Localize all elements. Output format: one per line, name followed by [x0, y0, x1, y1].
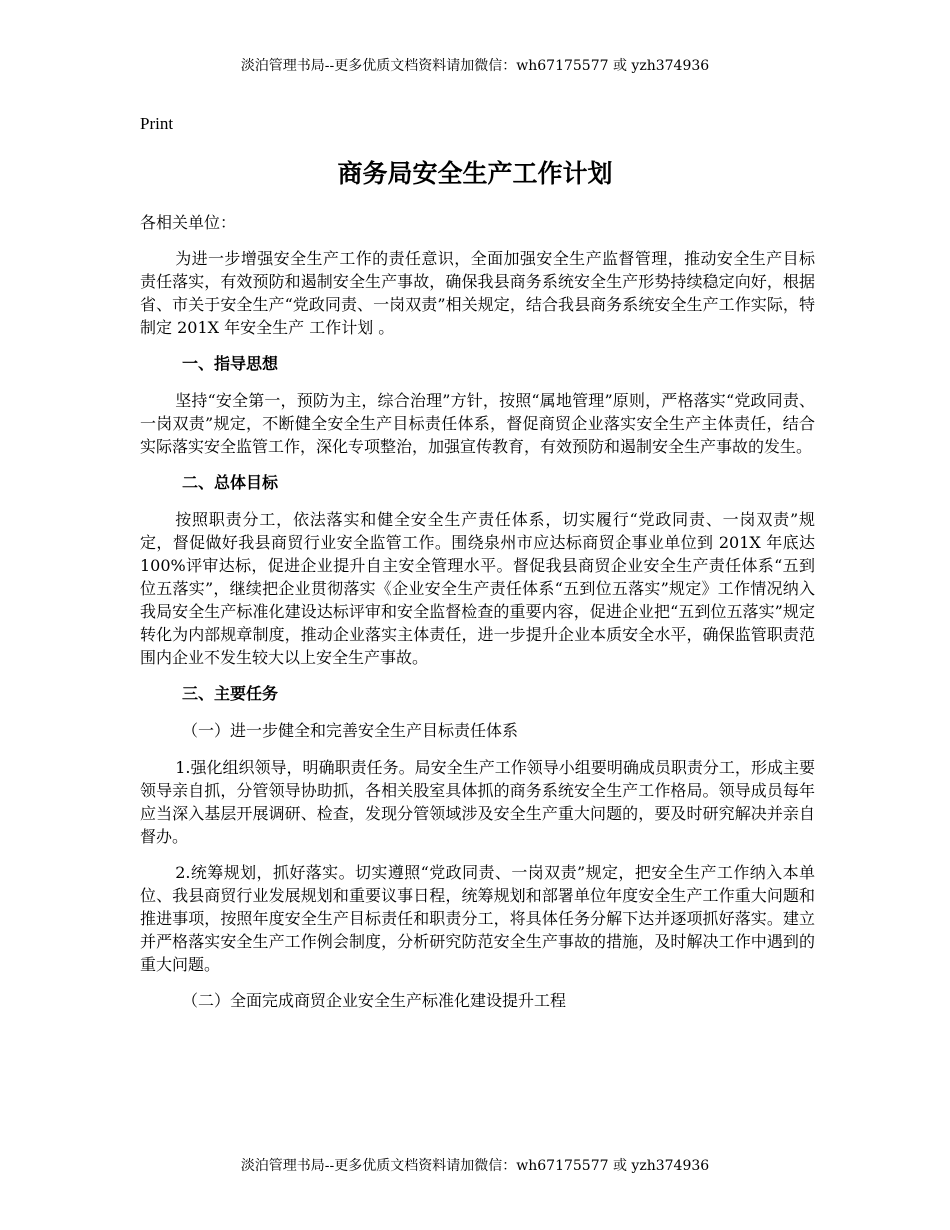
task-item-2: 2.统筹规划，抓好落实。切实遵照“党政同责、一岗双责”规定，把安全生产工作纳入本单位、我县商贸行业发展规划和重要议事日程，统筹规划和部署单位年度安全生产工作重大问题和推进事项，按照年度安全生产目标责任和职责分工，将具体任务分解下达并逐项抓好落实。建立并严格落实安全生产工作例会制度，分析研究防范安全生产事故的措施，及时解决工作中遇到的重大问题。 — [140, 863, 815, 974]
page-header: 淡泊管理书局--更多优质文档资料请加微信：wh67175577 或 yzh374936 — [240, 58, 710, 74]
document-body — [140, 211, 815, 1026]
section-heading-overall-goal: 二、总体目标 — [182, 473, 279, 492]
subsection-heading-standardization: （二）全面完成商贸企业安全生产标准化建设提升工程 — [182, 991, 567, 1010]
salutation: 各相关单位： — [140, 213, 237, 232]
document-title: 商务局安全生产工作计划 — [337, 159, 613, 188]
print-label: Print — [140, 114, 174, 133]
section-paragraph-overall-goal: 按照职责分工，依法落实和健全安全生产责任体系，切实履行“党政同责、一岗双责”规定，督促做好我县商贸行业安全监管工作。围绕泉州市应达标商贸企事业单位到 201X 年底达 100%评审达标，促进企业提升自主安全管理水平。督促我县商贸企业安全生产责任体系“五到位五落实”，继续把企业贯彻落实《企业安全生产责任体系“五到位五落实”规定》工作情况纳入我局安全生产标准化建设达标评审和安全监督检查的重要内容，促进企业把“五到位五落实”规定转化为内部规章制度，推动企业落实主体责任，进一步提升企业本质安全水平，确保监管职责范围内企业不发生较大以上安全生产事故。 — [140, 510, 815, 667]
section-heading-guiding-ideology: 一、指导思想 — [182, 354, 279, 373]
section-heading-main-tasks: 三、主要任务 — [182, 684, 279, 703]
subsection-heading-responsibility-system: （一）进一步健全和完善安全生产目标责任体系 — [182, 721, 519, 740]
intro-paragraph: 为进一步增强安全生产工作的责任意识，全面加强安全生产监督管理，推动安全生产目标责任落实，有效预防和遏制安全生产事故，确保我县商务系统安全生产形势持续稳定向好，根据省、市关于安全生产“党政同责、一岗双责”相关规定，结合我县商务系统安全生产工作实际，特制定 201X 年安全生产 工作计划 。 — [140, 249, 815, 337]
page-footer: 淡泊管理书局--更多优质文档资料请加微信：wh67175577 或 yzh374936 — [240, 1158, 710, 1174]
section-paragraph-guiding-ideology: 坚持“安全第一，预防为主，综合治理”方针，按照“属地管理”原则，严格落实“党政同责、一岗双责”规定，不断健全安全生产目标责任体系，督促商贸企业落实安全生产主体责任，结合实际落实安全监管工作，深化专项整治，加强宣传教育，有效预防和遏制安全生产事故的发生。 — [140, 391, 815, 456]
task-item-1: 1.强化组织领导，明确职责任务。局安全生产工作领导小组要明确成员职责分工，形成主要领导亲自抓，分管领导协助抓，各相关股室具体抓的商务系统安全生产工作格局。领导成员每年应当深入基层开展调研、检查，发现分管领域涉及安全生产重大问题的，要及时研究解决并亲自督办。 — [140, 758, 815, 846]
